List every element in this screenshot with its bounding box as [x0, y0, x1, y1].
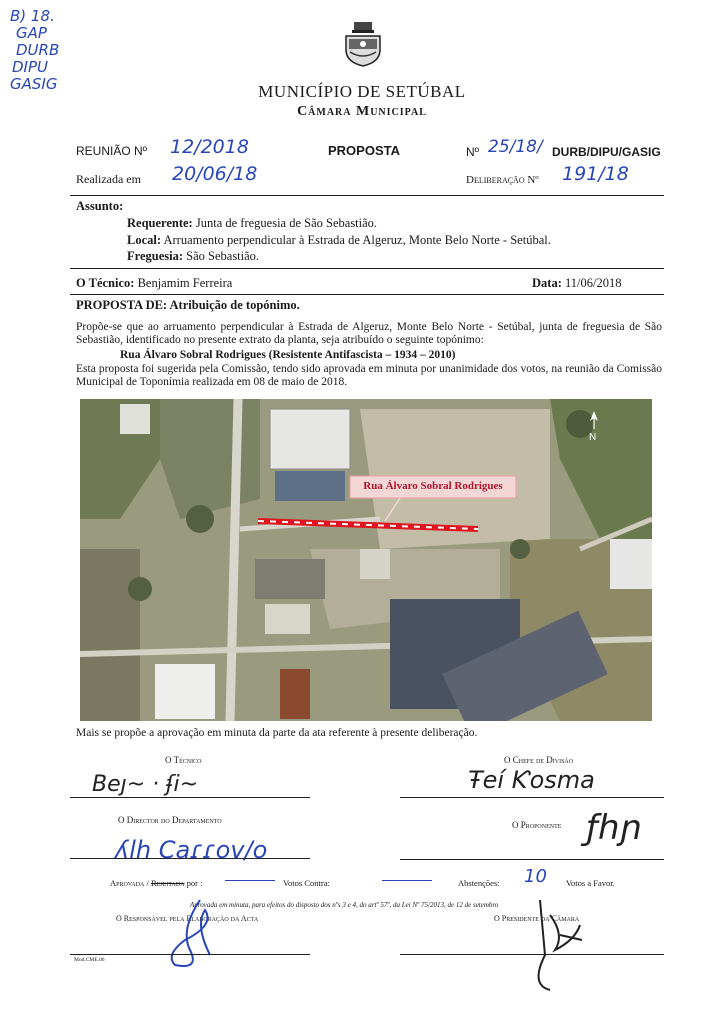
votes-aprovada: Aprovada / [110, 878, 149, 888]
realizada-value: 20/06/18 [172, 163, 258, 185]
freguesia-label: Freguesia: [127, 249, 184, 263]
signature-line [400, 859, 664, 860]
signature-label-tecnico: O Técnico [165, 755, 202, 765]
margin-note-line: DIPU [12, 58, 48, 76]
signature-chefe: Ŧeí Ƙosma [468, 766, 595, 794]
freguesia-line [127, 249, 259, 264]
votes-favor-value: 10 [524, 866, 547, 887]
signature-tecnico: Beȷ~ · ʄi~ [92, 772, 199, 797]
reuniao-value: 12/2018 [170, 136, 249, 158]
form-code: Mod.CME.06 [74, 957, 105, 963]
signature-line [400, 954, 664, 955]
freguesia-value: São Sebastião. [186, 249, 260, 263]
proposta-label: PROPOSTA [328, 143, 400, 158]
requerente-value: Junta de freguesia de São Sebastião. [195, 216, 378, 230]
votes-abstencoes: Abstenções: [458, 878, 500, 888]
signature-line [70, 797, 310, 798]
coat-of-arms-icon [340, 20, 386, 68]
votes-blank [382, 880, 432, 881]
margin-note-line: GAP [16, 24, 47, 42]
legal-note: Aprovada em minuta, para efeitos do disposto dos nºs 3 e 4, do artº 57º, da Lei Nº 75/2013, de 12 de setembro [190, 901, 499, 909]
votes-row [110, 878, 202, 888]
signature-responsavel [160, 895, 230, 975]
tecnico-line [76, 276, 232, 291]
proposta-toponym: Rua Álvaro Sobral Rodrigues (Resistente Antifascista – 1934 – 2010) [120, 349, 456, 361]
date-line [532, 276, 621, 291]
margin-note-line: GASIG [10, 75, 58, 93]
local-label: Local: [127, 233, 162, 247]
numero-label: Nº [466, 145, 480, 159]
votes-contra: Votos Contra: [283, 878, 330, 888]
reuniao-label: REUNIÃO Nº [76, 144, 148, 158]
signature-label-director: O Director do Departamento [118, 815, 222, 825]
numero-value: 25/18/ [488, 137, 543, 157]
map-street-label: Rua Álvaro Sobral Rodrigues [363, 480, 503, 492]
signature-line [70, 954, 310, 955]
margin-note [10, 8, 59, 93]
tecnico-label: O Técnico: [76, 276, 135, 290]
tecnico-name: Benjamim Ferreira [137, 276, 233, 290]
proposta-paragraph: Propõe-se que ao arruamento perpendicular à Estrada de Algeruz, Monte Belo Norte - Setúbal, junta de freguesia de São Sebastião, identificado no presente extrato da planta, seja atribuído o seguinte topónimo: [76, 321, 662, 346]
realizada-label: Realizada em [76, 172, 141, 186]
date-label: Data: [532, 276, 562, 290]
proposta-heading: PROPOSTA DE: Atribuição de topónimo. [76, 298, 300, 312]
signature-label-responsavel: O Responsável pela Elaboração da Acta [116, 914, 259, 923]
votes-blank [225, 880, 275, 881]
signature-presidente [520, 895, 590, 995]
date-value: 11/06/2018 [564, 276, 622, 290]
votes-favor-label: Votos a Favor. [566, 878, 615, 888]
votes-rejeitada: Rejeitada [150, 878, 185, 888]
signature-line [70, 858, 310, 859]
signature-label-presidente: O Presidente da Câmara [494, 914, 580, 923]
municipality-title: MUNICÍPIO DE SETÚBAL [258, 82, 466, 101]
deliberacao-label: Deliberação Nº [466, 174, 539, 186]
requerente-label: Requerente: [127, 216, 193, 230]
divider [70, 195, 664, 196]
requerente-line [127, 216, 377, 231]
deliberacao-value: 191/18 [562, 163, 629, 185]
local-line [127, 233, 551, 248]
numero-suffix: DURB/DIPU/GASIG [552, 145, 661, 159]
margin-note-line: DURB [16, 41, 60, 59]
votes-por: por : [186, 878, 203, 888]
margin-note-line: B) 18. [10, 7, 55, 25]
signature-proponente: ƒhɲ [586, 808, 642, 848]
municipality-subtitle: Câmara Municipal [297, 104, 427, 119]
divider [70, 294, 664, 295]
signature-label-chefe: O Chefe de Divisão [504, 755, 574, 765]
map-north-label: N [589, 432, 597, 443]
divider [70, 268, 664, 269]
signature-director: ʎlh Caɾɾov/o [115, 836, 268, 864]
signature-line [400, 797, 664, 798]
aerial-map-image [80, 399, 652, 721]
closing-statement: Mais se propõe a aprovação em minuta da parte da ata referente à presente deliberação. [76, 727, 478, 739]
assunto-label: Assunto: [76, 199, 124, 213]
proposta-paragraph: Esta proposta foi sugerida pela Comissão, tendo sido aprovada em minuta por unanimidade dos votos, na reunião da Comissão Municipal de Toponímia realizada em 08 de maio de 2018. [76, 363, 662, 388]
local-value: Arruamento perpendicular à Estrada de Algeruz, Monte Belo Norte - Setúbal. [163, 233, 551, 247]
signature-label-proponente: O Proponente [512, 820, 562, 830]
